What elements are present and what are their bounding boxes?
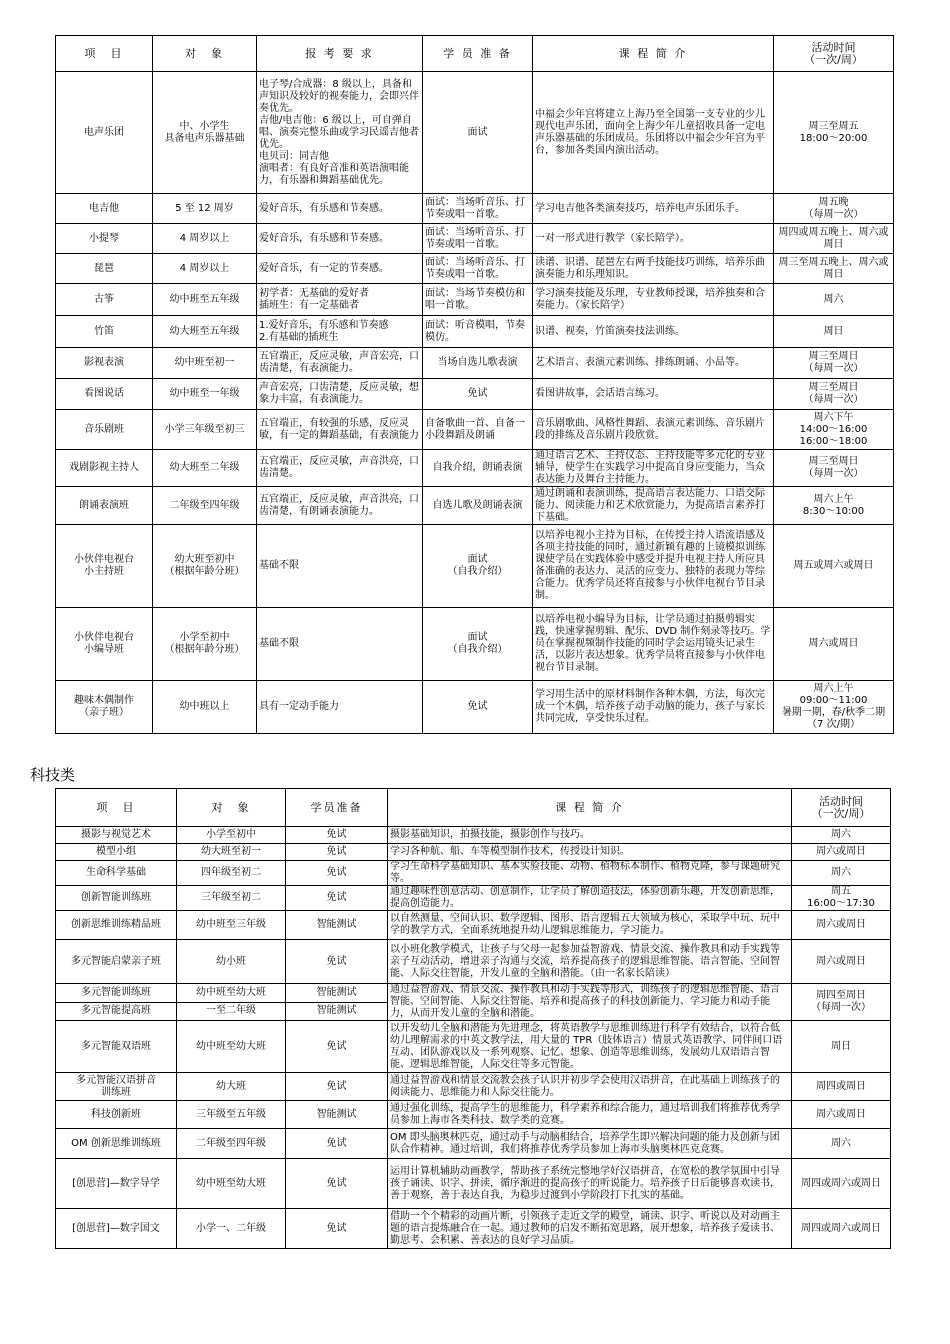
row-target: 幼大班至二年级 bbox=[153, 450, 257, 487]
row-time: 周五晚 （每周一次） bbox=[774, 194, 894, 224]
row-intro: 以开发幼儿全脑和潜能为先进理念，将英语教学与思维训练进行科学有效结合，以符合低幼儿理解需求的中英文教学法，用大量的 TPR（肢体语言）情景式英语教学、同伴间口语互动、团队游戏以及一系列观察、记忆、想象、创造等思维训练，发展幼儿双语语言智能、逻辑思维智能，人际交往等多元智能。 bbox=[388, 1021, 792, 1073]
table-row bbox=[56, 1129, 891, 1159]
row-requirement: 基础不限 bbox=[257, 608, 423, 681]
row-project: 创新智能训练班 bbox=[56, 886, 177, 911]
row-requirement: 爱好音乐，有乐感和节奏感。 bbox=[257, 224, 423, 254]
row-intro: 以培养电视小主持为目标，在传授主持人语流语感及各项主持技能的同时，通过新颖有趣的上镜模拟训练课使学员在实践体验中感受并提升电视主持人所应具备准确的表达力、灵活的应变力、独特的表现力等综合能力。优秀学员还将直接参与小伙伴电视台节目录制。 bbox=[533, 525, 774, 608]
row-target: 三年级至初二 bbox=[177, 886, 286, 911]
row-time: 周六或周日 bbox=[792, 940, 891, 984]
row-prep: 面试：当场听音乐、打节奏或唱一首歌。 bbox=[423, 194, 533, 224]
table-row bbox=[56, 886, 891, 911]
row-intro: 通过趣味性创意活动、创意制作，让学员了解创造技法，体验创新乐趣，开发创新思维，提高创造能力。 bbox=[388, 886, 792, 911]
row-project: 朗诵表演班 bbox=[56, 487, 153, 525]
row-target: 幼中班至五年级 bbox=[153, 284, 257, 316]
row-requirement: 电子琴/合成器：8 级以上，具备和声知识及较好的视奏能力，会即兴伴奏优先。 吉他/电吉他：6 级以上，可自弹自唱、演奏完整乐曲或学习民谣吉他者优先。 电贝司：同吉他 演唱者：有良好音准和英语演唱能力，有乐器和舞蹈基础优先。 bbox=[257, 72, 423, 194]
table-row bbox=[56, 316, 894, 348]
table-row bbox=[56, 940, 891, 984]
row-project: 摄影与视觉艺术 bbox=[56, 827, 177, 844]
table-row bbox=[56, 844, 891, 861]
row-time: 周三至周五 18:00～20:00 bbox=[774, 72, 894, 194]
row-requirement: 五官端正，反应灵敏，声音宏亮，口齿清楚，有表演能力。 bbox=[257, 348, 423, 379]
row-prep: 面试 （自我介绍） bbox=[423, 608, 533, 681]
row-target: 幼大班至初一 bbox=[177, 844, 286, 861]
row-prep: 免试 bbox=[423, 379, 533, 410]
row-intro: 通过语言艺术、主持仪态、主持技能等多元化的专业辅导，使学生在实践学习中提高自身应变能力，当众表达能力及舞台主持能力。 bbox=[533, 450, 774, 487]
row-intro: 运用计算机辅助动画教学，帮助孩子系统完整地学好汉语拼音，在宽松的教学氛围中引导孩子诵读、识字、拼读，循序渐进的提高孩子的听说能力。培养孩子日后能够喜欢读书，善于观察，善于表达自我，为稳步过渡到小学阶段打下扎实的基础。 bbox=[388, 1159, 792, 1209]
row-time: 周六下午 14:00～16:00 16:00～18:00 bbox=[774, 410, 894, 450]
row-time: 周六 bbox=[792, 827, 891, 844]
row-project: 趣味木偶制作 （亲子班） bbox=[56, 681, 153, 734]
row-requirement: 声音宏亮，口齿清楚，反应灵敏，想象力丰富，有表演能力。 bbox=[257, 379, 423, 410]
row-requirement: 1.爱好音乐，有乐感和节奏感 2.有基础的插班生 bbox=[257, 316, 423, 348]
arts-course-table bbox=[55, 35, 894, 734]
row-time: 周四或周六或周日 bbox=[792, 1159, 891, 1209]
row-target: 4 周岁以上 bbox=[153, 224, 257, 254]
row-target: 5 至 12 周岁 bbox=[153, 194, 257, 224]
row-target: 二年级至四年级 bbox=[153, 487, 257, 525]
row-project: 古筝 bbox=[56, 284, 153, 316]
row-time: 周四或周日 bbox=[792, 1073, 891, 1101]
row-target: 4 周岁以上 bbox=[153, 254, 257, 284]
row-prep: 智能测试 bbox=[286, 911, 388, 940]
row-prep: 免试 bbox=[286, 886, 388, 911]
row-prep: 面试：听音模唱，节奏模仿。 bbox=[423, 316, 533, 348]
row-target: 幼大班 bbox=[177, 1073, 286, 1101]
row-project: 戏剧影视主持人 bbox=[56, 450, 153, 487]
row-time: 周三至周日 （每周一次） bbox=[774, 348, 894, 379]
header-project: 项 目 bbox=[56, 36, 153, 72]
row-target: 小学一、二年级 bbox=[177, 1209, 286, 1249]
table-row bbox=[56, 194, 894, 224]
row-time: 周四或周六或周日 bbox=[792, 1209, 891, 1249]
row-time: 周三至周日 （每周一次） bbox=[774, 379, 894, 410]
row-prep: 面试 bbox=[423, 72, 533, 194]
row-project: 科技创新班 bbox=[56, 1101, 177, 1129]
row-prep: 面试：当场听音乐、打节奏或唱一首歌。 bbox=[423, 254, 533, 284]
table-row bbox=[56, 1021, 891, 1073]
row-time: 周日 bbox=[774, 316, 894, 348]
row-prep: 面试 （自我介绍） bbox=[423, 525, 533, 608]
row-intro: 借助一个个精彩的动画片断，引领孩子走近文学的殿堂，诵读、识字、听说以及对动画主题的语言提炼融合在一起。通过教师的启发不断拓宽思路，展开想象，培养孩子爱读书、勤思考、会积累、善表达的良好学习品质。 bbox=[388, 1209, 792, 1249]
row-project: 竹笛 bbox=[56, 316, 153, 348]
table-row bbox=[56, 254, 894, 284]
row-intro: OM 即头脑奥林匹克，通过动手与动脑相结合，培养学生即兴解决问题的能力及创新与团队合作精神。通过培训，我们将推荐优秀学员参加上海市头脑奥林匹克竞赛。 bbox=[388, 1129, 792, 1159]
row-project: [创思营]—数字导学 bbox=[56, 1159, 177, 1209]
row-project: 创新思维训练精品班 bbox=[56, 911, 177, 940]
row-prep: 自我介绍，朗诵表演 bbox=[423, 450, 533, 487]
table-row bbox=[56, 379, 894, 410]
row-time: 周四或周五晚上、周六或周日 bbox=[774, 224, 894, 254]
row-intro: 识谱、视奏，竹笛演奏技法训练。 bbox=[533, 316, 774, 348]
row-project: OM 创新思维训练班 bbox=[56, 1129, 177, 1159]
row-prep: 免试 bbox=[286, 827, 388, 844]
row-intro: 艺术语言、表演元素训练、排练朗诵、小品等。 bbox=[533, 348, 774, 379]
row-prep: 当场自选儿歌表演 bbox=[423, 348, 533, 379]
header-time: 活动时间 （一次/周） bbox=[792, 789, 891, 827]
row-project: [创思营]—数字国文 bbox=[56, 1209, 177, 1249]
row-intro: 通过朗诵和表演训练，提高语言表达能力、口语交际能力、阅读能力和艺术欣赏能力，为提高语言素养打下基础。 bbox=[533, 487, 774, 525]
row-intro: 一对一形式进行教学（家长陪学）。 bbox=[533, 224, 774, 254]
table-row bbox=[56, 1159, 891, 1209]
row-requirement: 五官端正，反应灵敏，声音洪亮，口齿清楚。 bbox=[257, 450, 423, 487]
row-intro: 通过强化训练，提高学生的思维能力，科学素养和综合能力，通过培训我们将推荐优秀学员参加上海市各类科技、数学类的竞赛。 bbox=[388, 1101, 792, 1129]
table-row bbox=[56, 284, 894, 316]
header-project: 项 目 bbox=[56, 789, 177, 827]
row-requirement: 基础不限 bbox=[257, 525, 423, 608]
row-time: 周六 bbox=[792, 861, 891, 886]
row-time: 周三至周五晚上、周六或周日 bbox=[774, 254, 894, 284]
row-target: 幼中班至一年级 bbox=[153, 379, 257, 410]
row-time: 周六或周日 bbox=[792, 844, 891, 861]
row-time: 周日 bbox=[792, 1021, 891, 1073]
row-project: 小伙伴电视台 小编导班 bbox=[56, 608, 153, 681]
table-row bbox=[56, 525, 894, 608]
row-prep: 智能测试 bbox=[286, 984, 388, 1003]
row-target: 幼大班至五年级 bbox=[153, 316, 257, 348]
row-time: 周六或周日 bbox=[792, 1101, 891, 1129]
table-row bbox=[56, 861, 891, 886]
row-time: 周四至周日 （每周一次） bbox=[792, 984, 891, 1021]
row-prep: 免试 bbox=[286, 844, 388, 861]
row-target: 幼中班至幼大班 bbox=[177, 1159, 286, 1209]
table-row bbox=[56, 348, 894, 379]
row-prep: 面试：当场听音乐、打节奏或唱一首歌。 bbox=[423, 224, 533, 254]
row-prep: 免试 bbox=[286, 1021, 388, 1073]
header-target: 对 象 bbox=[177, 789, 286, 827]
row-target: 三年级至五年级 bbox=[177, 1101, 286, 1129]
row-target: 二年级至四年级 bbox=[177, 1129, 286, 1159]
row-project: 多元智能提高班 bbox=[56, 1002, 177, 1021]
row-intro: 以自然测量、空间认识、数学逻辑、图形、语言逻辑五大领域为核心，采取学中玩、玩中学的教学方式，全面系统地提升幼儿逻辑思维能力，学习能力。 bbox=[388, 911, 792, 940]
row-target: 小学三年级至初三 bbox=[153, 410, 257, 450]
table-row bbox=[56, 1209, 891, 1249]
row-time: 周三至周日 （每周一次） bbox=[774, 450, 894, 487]
row-intro: 学习演奏技能及乐理，专业教师授课，培养独奏和合奏能力。（家长陪学） bbox=[533, 284, 774, 316]
row-requirement: 爱好音乐，有乐感和节奏感。 bbox=[257, 194, 423, 224]
row-project: 琵琶 bbox=[56, 254, 153, 284]
row-target: 幼中班以上 bbox=[153, 681, 257, 734]
row-intro: 学习各种航、船、车等模型制作技术，传授设计知识。 bbox=[388, 844, 792, 861]
row-prep: 免试 bbox=[286, 1159, 388, 1209]
table-row bbox=[56, 224, 894, 254]
row-intro: 摄影基础知识，拍摄技能，摄影创作与技巧。 bbox=[388, 827, 792, 844]
row-time: 周六或周日 bbox=[792, 911, 891, 940]
table-row bbox=[56, 681, 894, 734]
table-row bbox=[56, 450, 894, 487]
row-intro: 以小班化教学模式，让孩子与父母一起参加益智游戏、情景交流、操作教具和动手实践等亲子互动活动，增进亲子沟通与交流，培养提高孩子的逻辑思维智能、语言智能、空间智能、人际交往智能，开发儿童的全脑和潜能。（由一名家长陪读） bbox=[388, 940, 792, 984]
row-intro: 通过益智游戏和情景交流教会孩子认识并初步学会使用汉语拼音，在此基础上训练孩子的阅读能力、思维能力和人际交往能力。 bbox=[388, 1073, 792, 1101]
row-requirement: 五官端正，有较强的乐感，反应灵敏，有一定的舞蹈基础，有表演能力 bbox=[257, 410, 423, 450]
row-intro: 学习电吉他各类演奏技巧，培养电声乐团乐手。 bbox=[533, 194, 774, 224]
row-project: 影视表演 bbox=[56, 348, 153, 379]
row-prep: 免试 bbox=[286, 940, 388, 984]
row-intro: 音乐剧歌曲、风格性舞蹈、表演元素训练、音乐剧片段的排练及音乐剧片段欣赏。 bbox=[533, 410, 774, 450]
row-prep: 智能测试 bbox=[286, 1002, 388, 1021]
row-project: 生命科学基础 bbox=[56, 861, 177, 886]
table-row bbox=[56, 827, 891, 844]
header-target: 对 象 bbox=[153, 36, 257, 72]
row-prep: 免试 bbox=[423, 681, 533, 734]
table-row bbox=[56, 72, 894, 194]
row-target: 幼中班至幼大班 bbox=[177, 984, 286, 1003]
row-requirement: 五官端正，反应灵敏，声音洪亮，口齿清楚，有朗诵表演能力。 bbox=[257, 487, 423, 525]
row-intro: 以培养电视小编导为目标，让学员通过拍摄剪辑实践，快速掌握剪辑、配乐、DVD 制作刻录等技巧。学员在掌握视频制作技能的同时学会运用镜头记录生活，以影片表达想象。优秀学员将直接参与小伙伴电视台节目录制。 bbox=[533, 608, 774, 681]
row-time: 周六上午 09:00～11:00 暑期一期，春/秋季二期 （7 次/期） bbox=[774, 681, 894, 734]
row-project: 小伙伴电视台 小主持班 bbox=[56, 525, 153, 608]
row-intro: 读谱、识谱、琵琶左右两手技能技巧训练，培养乐曲演奏能力和乐理知识。 bbox=[533, 254, 774, 284]
row-prep: 免试 bbox=[286, 1073, 388, 1101]
row-time: 周五或周六或周日 bbox=[774, 525, 894, 608]
row-project: 电吉他 bbox=[56, 194, 153, 224]
row-target: 幼大班至初中 （根据年龄分班） bbox=[153, 525, 257, 608]
row-intro: 学习用生活中的原材料制作各种木偶，方法，每次完成一个木偶，培养孩子动手动脑的能力，孩子与家长共同完成，享受快乐过程。 bbox=[533, 681, 774, 734]
row-project: 小提琴 bbox=[56, 224, 153, 254]
table-row bbox=[56, 984, 891, 1003]
row-prep: 自备歌曲一首、自备一小段舞蹈及朗诵 bbox=[423, 410, 533, 450]
table-row bbox=[56, 1073, 891, 1101]
row-target: 幼小班 bbox=[177, 940, 286, 984]
row-project: 多元智能汉语拼音 训练班 bbox=[56, 1073, 177, 1101]
row-time: 周五 16:00～17:30 bbox=[792, 886, 891, 911]
table-row bbox=[56, 410, 894, 450]
row-intro: 学习生命科学基础知识、基本实验技能、动物、植物标本制作、植物克隆，参与课题研究等。 bbox=[388, 861, 792, 886]
table-row bbox=[56, 608, 894, 681]
row-prep: 免试 bbox=[286, 1129, 388, 1159]
row-target: 小学至初中 bbox=[177, 827, 286, 844]
row-requirement: 爱好音乐，有一定的节奏感。 bbox=[257, 254, 423, 284]
table-row bbox=[56, 487, 894, 525]
row-prep: 智能测试 bbox=[286, 1101, 388, 1129]
row-time: 周六 bbox=[792, 1129, 891, 1159]
row-target: 幼中班至三年级 bbox=[177, 911, 286, 940]
row-prep: 免试 bbox=[286, 861, 388, 886]
row-target: 四年级至初二 bbox=[177, 861, 286, 886]
row-project: 多元智能启蒙亲子班 bbox=[56, 940, 177, 984]
row-time: 周六或周日 bbox=[774, 608, 894, 681]
row-target: 小学至初中 （根据年龄分班） bbox=[153, 608, 257, 681]
table-row bbox=[56, 1101, 891, 1129]
row-intro: 通过益智游戏、情景交流、操作教具和动手实践等形式，训练孩子的逻辑思维智能、语言智能、空间智能、人际交往智能、培养和提高孩子的科技创新能力、学习能力和动手能力，从而开发儿童的全脑和潜能。 bbox=[388, 984, 792, 1021]
section-title-tech: 科技类 bbox=[30, 766, 76, 784]
row-requirement: 初学者：无基础的爱好者 插班生：有一定基础者 bbox=[257, 284, 423, 316]
table-row bbox=[56, 911, 891, 940]
header-prep: 学 员 准 备 bbox=[423, 36, 533, 72]
tech-course-table bbox=[55, 788, 891, 1249]
row-time: 周六上午 8:30～10:00 bbox=[774, 487, 894, 525]
row-target: 幼中班至初一 bbox=[153, 348, 257, 379]
row-prep: 免试 bbox=[286, 1209, 388, 1249]
row-target: 一至二年级 bbox=[177, 1002, 286, 1021]
header-prep: 学员准备 bbox=[286, 789, 388, 827]
row-time: 周六 bbox=[774, 284, 894, 316]
row-project: 电声乐团 bbox=[56, 72, 153, 194]
row-project: 多元智能训练班 bbox=[56, 984, 177, 1003]
row-project: 模型小组 bbox=[56, 844, 177, 861]
row-project: 音乐剧班 bbox=[56, 410, 153, 450]
row-prep: 自选儿歌及朗诵表演 bbox=[423, 487, 533, 525]
row-project: 多元智能双语班 bbox=[56, 1021, 177, 1073]
header-intro: 课 程 简 介 bbox=[388, 789, 792, 827]
row-prep: 面试：当场节奏模仿和唱一首歌。 bbox=[423, 284, 533, 316]
row-intro: 中福会少年宫将建立上海乃至全国第一支专业的少儿现代电声乐团，面向全上海少年儿童招收具备一定电声乐器基础的乐团成员。乐团将以中福会少年宫为平台，参加各类国内演出活动。 bbox=[533, 72, 774, 194]
row-project: 看图说话 bbox=[56, 379, 153, 410]
row-target: 幼中班至幼大班 bbox=[177, 1021, 286, 1073]
header-requirement: 报 考 要 求 bbox=[257, 36, 423, 72]
row-target: 中、小学生 具备电声乐器基础 bbox=[153, 72, 257, 194]
row-intro: 看图讲故事，会话语言练习。 bbox=[533, 379, 774, 410]
header-intro: 课 程 简 介 bbox=[533, 36, 774, 72]
row-requirement: 具有一定动手能力 bbox=[257, 681, 423, 734]
header-time: 活动时间 （一次/周） bbox=[774, 36, 894, 72]
